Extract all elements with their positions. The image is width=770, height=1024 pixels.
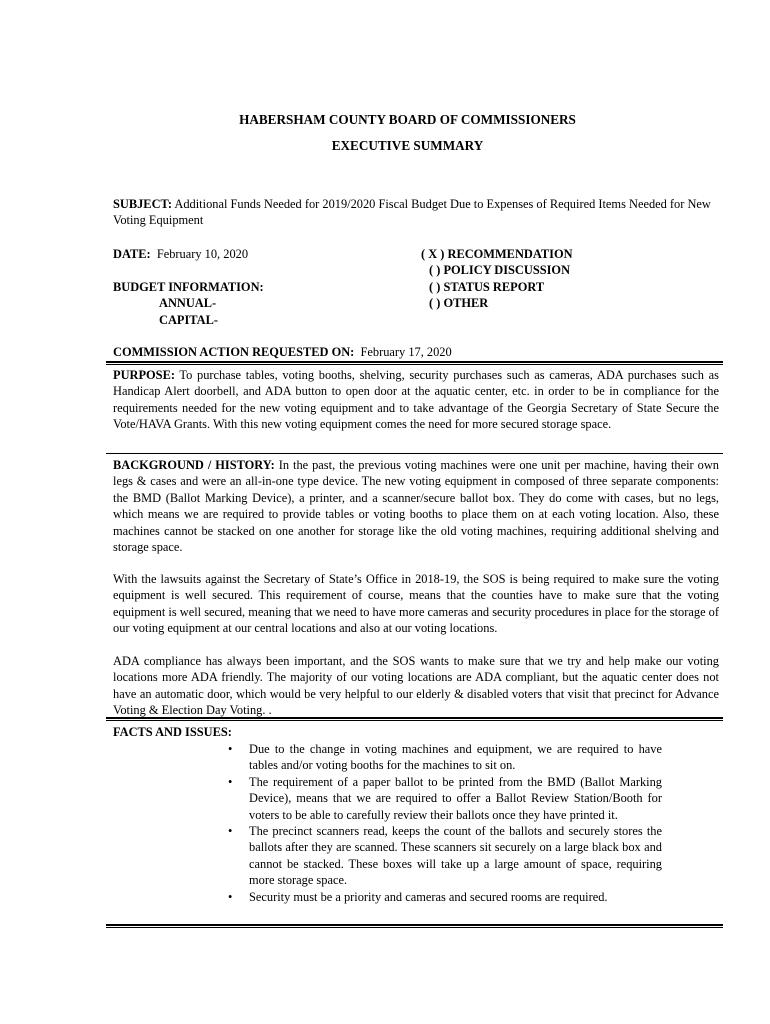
- action-label: COMMISSION ACTION REQUESTED ON:: [113, 345, 355, 359]
- budget-capital: CAPITAL-: [159, 312, 218, 327]
- subject-text: Additional Funds Needed for 2019/2020 Fiscal Budget Due to Expenses of Required Items Needed for New Voting Equipment: [113, 197, 711, 228]
- background-paragraph-2: With the lawsuits against the Secretary of State’s Office in 2018-19, the SOS is being required to make sure the voting equipment is well secured. This requirement of course, means that the counties have to make sure that the voting equipment is well secured, meaning that we need to have more cameras and security procedures in place for the storage of our voting equipment at our central locations and also at our voting locations.: [113, 572, 719, 636]
- subject-label: SUBJECT:: [113, 197, 172, 211]
- date-label: DATE:: [113, 247, 151, 261]
- check-recommendation: ( X ) RECOMMENDATION: [421, 247, 573, 261]
- budget-annual: ANNUAL-: [159, 296, 217, 311]
- check-other: ( ) OTHER: [429, 296, 489, 311]
- doc-type-title: EXECUTIVE SUMMARY: [331, 138, 484, 153]
- purpose-text: To purchase tables, voting booths, shelving, security purchases such as cameras, ADA purchases such as Handicap Alert doorbell, and ADA button to open door at the aquatic center, etc. in order to be in compliance for the requirements needed for the new voting equipment and to take advantage of the Georgia Secretary of State Secure the Vote/HAVA Grants. With this new voting equipment comes the need for more secured storage space.: [113, 368, 719, 432]
- list-item-text: The requirement of a paper ballot to be printed from the BMD (Ballot Marking Device), means that we are required to offer a Ballot Review Station/Booth for voters to be able to carefully review their ballots once they have printed it.: [249, 774, 662, 822]
- check-policy-discussion: ( ) POLICY DISCUSSION: [429, 263, 571, 278]
- divider-double: [106, 924, 723, 928]
- budget-section: [113, 279, 719, 328]
- budget-label: BUDGET INFORMATION:: [113, 280, 264, 294]
- list-item-text: Due to the change in voting machines and equipment, we are required to have tables and/or voting booths for the machines to sit on.: [249, 742, 662, 773]
- bullet-icon: •: [228, 889, 233, 904]
- bullet-icon: •: [228, 774, 233, 789]
- facts-list: [228, 741, 662, 905]
- divider-double: [106, 717, 723, 721]
- bullet-icon: •: [228, 824, 233, 839]
- list-item: [228, 823, 662, 889]
- check-status-report: ( ) STATUS REPORT: [429, 279, 545, 294]
- divider-thin: [106, 453, 723, 454]
- date-value: February 10, 2020: [150, 247, 249, 261]
- purpose-label: PURPOSE:: [113, 368, 175, 382]
- bullet-icon: •: [228, 742, 233, 756]
- action-date: February 17, 2020: [354, 345, 452, 359]
- facts-label: FACTS AND ISSUES:: [113, 725, 232, 739]
- background-text: In the past, the previous voting machines were one unit per machine, having their own legs & cases and were an all-in-one type device. The new voting equipment in composed of three separate components: the BMD (Ballot Marking Device), a printer, and a scanner/secure ballot box. They do come with cases, but no legs, which means we are required to provide tables or voting booths to place them on at each voting location. Also, these machines cannot be stacked on one another for storage like the old voting machines, requiring additional shelving and storage space.: [113, 458, 719, 555]
- org-title: HABERSHAM COUNTY BOARD OF COMMISSIONERS: [239, 112, 576, 127]
- subject-section: [113, 196, 719, 229]
- list-item-text: The precinct scanners read, keeps the count of the ballots and securely stores the ballots after they are scanned. These scanners sit securely on a large black box and cannot be stacked. These boxes will take up a large amount of space, requiring more storage space.: [249, 824, 662, 888]
- purpose-section: [113, 367, 719, 433]
- action-section: [113, 344, 719, 360]
- list-item-text: Security must be a priority and cameras and secured rooms are required.: [249, 889, 608, 904]
- list-item: [228, 889, 662, 905]
- list-item: [228, 774, 662, 823]
- divider-double: [106, 361, 723, 365]
- background-paragraph-3: ADA compliance has always been important, and the SOS wants to make sure that we try and help make our voting locations more ADA friendly. The majority of our voting locations are ADA compliant, but the aquatic center does not have an automatic door, which would be very helpful to our elderly & disabled voters that visit that precinct for Advance Voting & Election Day Voting. .: [113, 654, 719, 718]
- background-section: [113, 457, 719, 555]
- background-label: BACKGROUND / HISTORY:: [113, 458, 275, 472]
- list-item: [228, 741, 662, 774]
- date-section: [113, 246, 719, 262]
